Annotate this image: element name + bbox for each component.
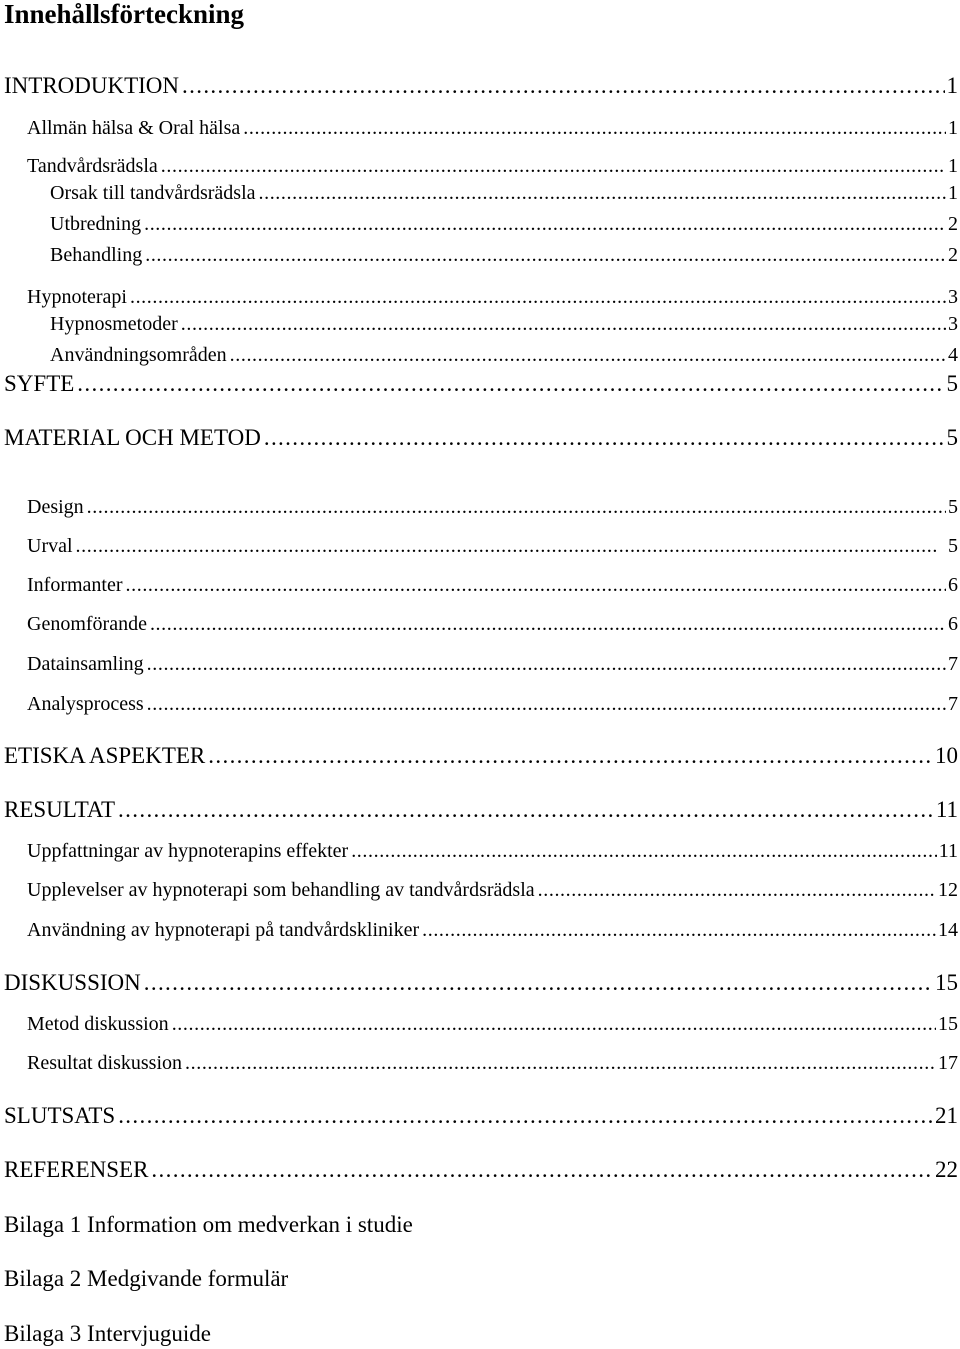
toc-entry[interactable] xyxy=(4,968,958,998)
toc-entry[interactable] xyxy=(4,741,958,771)
toc-leader-dots xyxy=(150,611,946,637)
page-title: Innehållsförteckning xyxy=(4,0,245,29)
toc-entry[interactable] xyxy=(27,651,958,677)
toc-leader-dots xyxy=(161,153,946,179)
toc-leader-dots xyxy=(181,311,946,337)
toc-leader-dots xyxy=(243,115,946,141)
toc-entry-page: 15 xyxy=(935,970,958,995)
toc-entry-label: Informanter xyxy=(27,574,123,596)
toc-leader-dots xyxy=(87,494,946,520)
toc-entry[interactable] xyxy=(4,1101,958,1131)
toc-entry[interactable] xyxy=(50,342,958,368)
toc-entry-label: REFERENSER xyxy=(4,1157,149,1182)
toc-entry-page: 2 xyxy=(948,244,958,266)
toc-entry-page: 14 xyxy=(938,919,958,941)
toc-entry[interactable] xyxy=(4,369,958,399)
toc-entry-label: Metod diskussion xyxy=(27,1013,169,1035)
toc-entry-page: 4 xyxy=(948,344,958,366)
toc-entry-page: 11 xyxy=(938,840,958,862)
toc-leader-dots xyxy=(130,284,946,310)
toc-entry-label: Upplevelser av hypnoterapi som behandling av tandvårdsrädsla xyxy=(27,879,535,901)
toc-leader-dots xyxy=(147,651,946,677)
toc-entry-label: Datainsamling xyxy=(27,653,144,675)
toc-entry-label: Utbredning xyxy=(50,213,142,235)
appendix-item: Bilaga 1 Information om medverkan i studie xyxy=(4,1212,413,1237)
toc-entry[interactable] xyxy=(27,917,958,943)
toc-entry-page: 10 xyxy=(935,743,958,768)
toc-entry-page: 5 xyxy=(946,425,958,450)
toc-leader-dots xyxy=(208,741,933,771)
toc-entry-label: ETISKA ASPEKTER xyxy=(4,743,206,768)
toc-leader-dots xyxy=(264,423,945,453)
toc-entry-page: 6 xyxy=(948,574,958,596)
toc-entry-label: MATERIAL OCH METOD xyxy=(4,425,261,450)
toc-entry-label: SYFTE xyxy=(4,371,75,396)
toc-entry[interactable] xyxy=(4,1155,958,1185)
toc-entry-page: 3 xyxy=(948,286,958,308)
toc-entry[interactable] xyxy=(50,180,958,206)
toc-entry-page: 22 xyxy=(935,1157,958,1182)
toc-leader-dots xyxy=(422,917,936,943)
toc-leader-dots xyxy=(76,533,946,559)
toc-leader-dots xyxy=(77,369,944,399)
toc-leader-dots xyxy=(145,242,946,268)
toc-entry-page: 17 xyxy=(938,1052,958,1074)
toc-entry-page: 2 xyxy=(948,213,958,235)
toc-entry[interactable] xyxy=(50,242,958,268)
toc-entry-label: Behandling xyxy=(50,244,143,266)
toc-entry-label: Hypnoterapi xyxy=(27,286,127,308)
toc-entry-label: INTRODUKTION xyxy=(4,73,180,98)
toc-entry-page: 1 xyxy=(946,73,958,98)
toc-leader-dots xyxy=(118,1101,933,1131)
toc-entry-page: 7 xyxy=(948,653,958,675)
toc-entry-label: Tandvårdsrädsla xyxy=(27,155,158,177)
toc-entry-page: 3 xyxy=(948,313,958,335)
toc-entry[interactable] xyxy=(4,795,958,825)
toc-entry-page: 12 xyxy=(938,879,958,901)
toc-leader-dots xyxy=(151,1155,933,1185)
toc-entry[interactable] xyxy=(27,115,958,141)
toc-leader-dots xyxy=(182,71,944,101)
toc-leader-dots xyxy=(351,838,937,864)
toc-entry[interactable] xyxy=(27,877,958,903)
toc-entry-label: DISKUSSION xyxy=(4,970,141,995)
toc-entry[interactable] xyxy=(50,211,958,237)
toc-entry-label: Allmän hälsa & Oral hälsa xyxy=(27,117,241,139)
toc-entry-label: Orsak till tandvårdsrädsla xyxy=(50,182,256,204)
toc-entry[interactable] xyxy=(27,838,958,864)
toc-leader-dots xyxy=(144,968,933,998)
toc-entry-page: 1 xyxy=(948,155,958,177)
toc-entry-label: RESULTAT xyxy=(4,797,116,822)
toc-entry[interactable] xyxy=(27,572,958,598)
toc-entry-label: Analysprocess xyxy=(27,693,144,715)
toc-entry-page: 11 xyxy=(935,797,958,822)
toc-entry-label: Design xyxy=(27,496,84,518)
toc-entry[interactable] xyxy=(27,533,958,559)
toc-entry-page: 5 xyxy=(946,371,958,396)
toc-leader-dots xyxy=(230,342,946,368)
appendix-item: Bilaga 3 Intervjuguide xyxy=(4,1321,211,1346)
toc-entry-label: Genomförande xyxy=(27,613,147,635)
toc-entry-page: 5 xyxy=(948,535,958,557)
toc-entry-label: Resultat diskussion xyxy=(27,1052,183,1074)
toc-leader-dots xyxy=(185,1050,936,1076)
toc-entry-page: 5 xyxy=(948,496,958,518)
toc-entry[interactable] xyxy=(4,423,958,453)
toc-entry-label: Urval xyxy=(27,535,73,557)
toc-entry-label: Hypnosmetoder xyxy=(50,313,178,335)
toc-entry-page: 7 xyxy=(948,693,958,715)
toc-entry[interactable] xyxy=(27,494,958,520)
toc-leader-dots xyxy=(259,180,947,206)
appendix-item: Bilaga 2 Medgivande formulär xyxy=(4,1266,289,1291)
toc-entry-label: Användningsområden xyxy=(50,344,227,366)
toc-entry-page: 21 xyxy=(935,1103,958,1128)
toc-entry-label: SLUTSATS xyxy=(4,1103,116,1128)
toc-leader-dots xyxy=(126,572,946,598)
toc-entry[interactable] xyxy=(27,1050,958,1076)
toc-leader-dots xyxy=(118,795,934,825)
toc-entry[interactable] xyxy=(27,153,958,179)
toc-entry[interactable] xyxy=(27,691,958,717)
toc-leader-dots xyxy=(538,877,936,903)
toc-entry[interactable] xyxy=(4,71,958,101)
toc-entry[interactable] xyxy=(27,611,958,637)
toc-entry-label: Användning av hypnoterapi på tandvårdskliniker xyxy=(27,919,420,941)
toc-entry[interactable] xyxy=(27,284,958,310)
toc-entry[interactable] xyxy=(50,311,958,337)
toc-entry-label: Uppfattningar av hypnoterapins effekter xyxy=(27,840,349,862)
toc-entry-page: 15 xyxy=(938,1013,958,1035)
toc-leader-dots xyxy=(144,211,946,237)
toc-entry-page: 1 xyxy=(948,182,958,204)
toc-entry-page: 6 xyxy=(948,613,958,635)
toc-leader-dots xyxy=(147,691,946,717)
toc-entry[interactable] xyxy=(27,1011,958,1037)
toc-entry-page: 1 xyxy=(948,117,958,139)
toc-leader-dots xyxy=(172,1011,936,1037)
